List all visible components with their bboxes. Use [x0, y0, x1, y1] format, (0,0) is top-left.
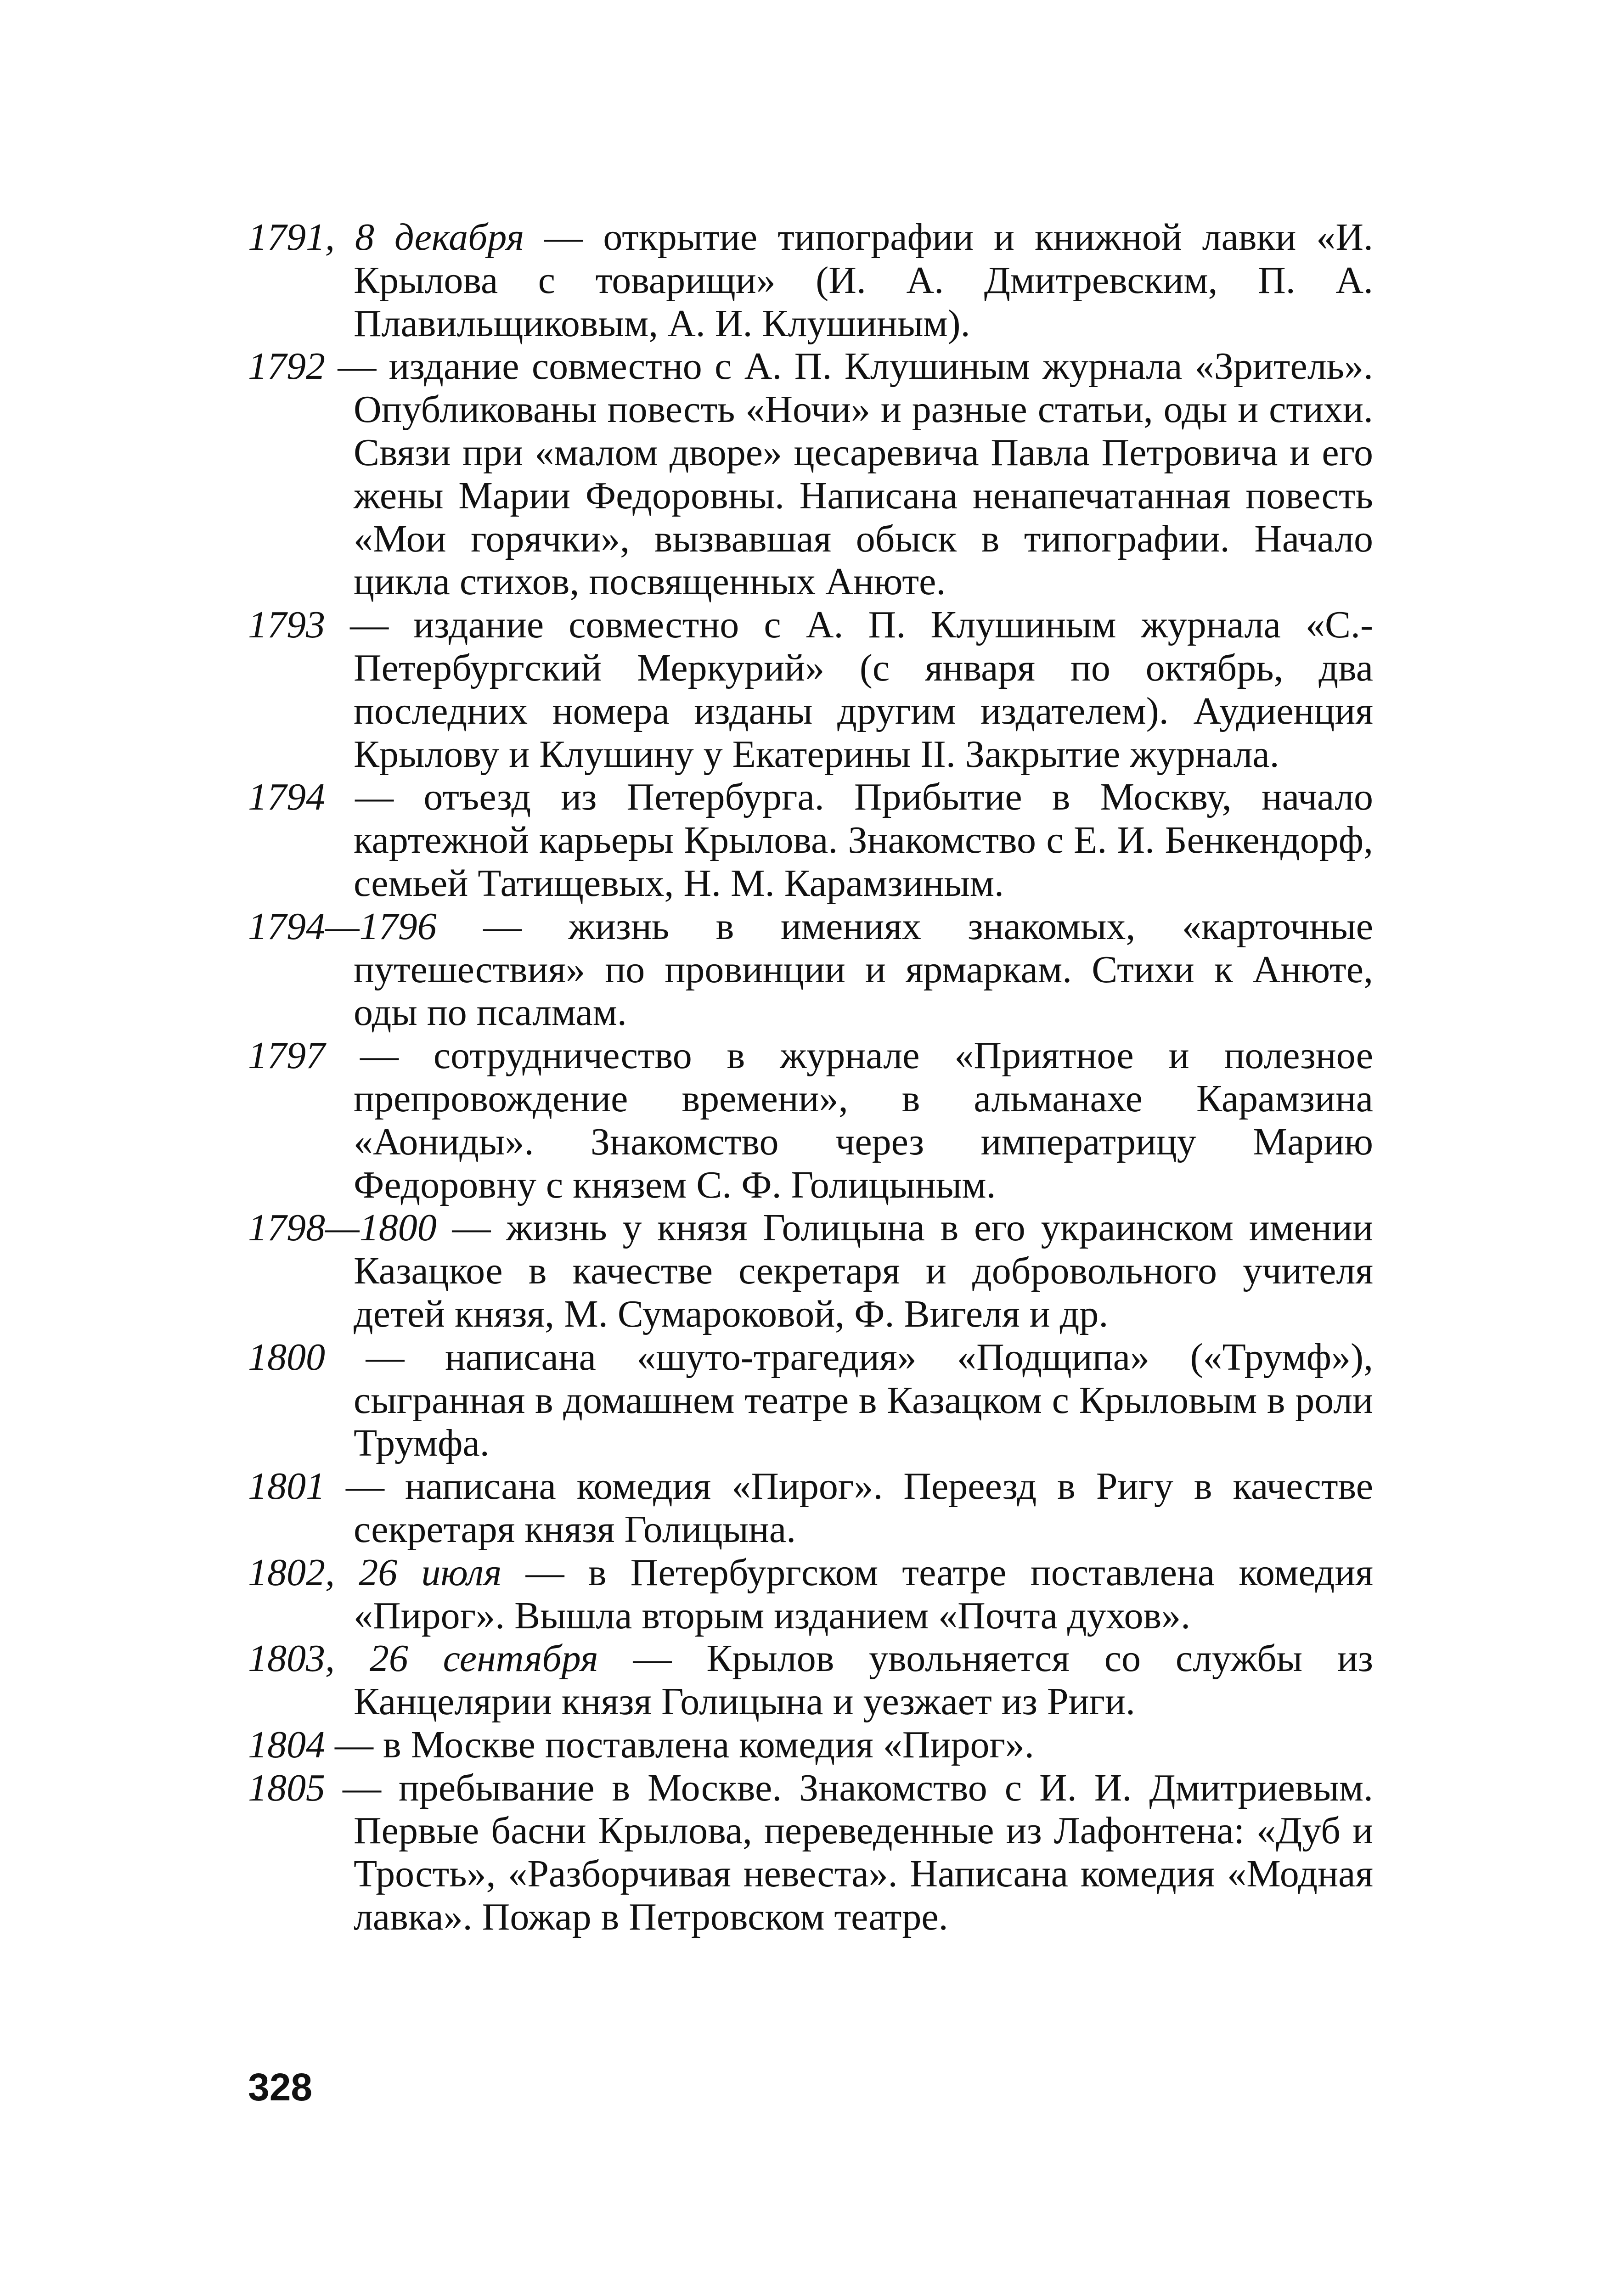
entry-text: — отъезд из Петербурга. Прибытие в Москву, начало картежной карьеры Крылова. Знакомство с Е. И. Бенкендорф, семьей Татищевых, Н. М. Карамзиным.	[325, 776, 1373, 905]
entry-date: 1794	[248, 776, 325, 819]
chronology-entry	[248, 905, 1373, 1034]
chronology-entry	[248, 216, 1373, 345]
page-number: 328	[248, 2065, 313, 2109]
entry-date: 1804	[248, 1723, 325, 1766]
chronology-entry	[248, 1336, 1373, 1465]
chronology-list	[248, 216, 1373, 1939]
chronology-entry	[248, 1637, 1373, 1723]
entry-date: 1797	[248, 1034, 325, 1077]
entry-text: — издание совместно с А. П. Клушиным журнала «С.-Петербургский Меркурий» (с января по октябрь, два последних номера изданы другим издателем). Аудиенция Крылову и Клушину у Екатерины II. Закрытие журнала.	[325, 603, 1373, 776]
chronology-entry	[248, 1767, 1373, 1939]
entry-date: 1805	[248, 1766, 325, 1809]
entry-text: — в Москве поставлена комедия «Пирог».	[325, 1723, 1034, 1766]
entry-date: 1791, 8 декабря	[248, 216, 524, 259]
entry-text: — сотрудничество в журнале «Приятное и полезное препровождение времени», в альманахе Карамзина «Аониды». Знакомство через императрицу Марию Федоровну с князем С. Ф. Голицыным.	[325, 1034, 1373, 1206]
entry-text: — открытие типографии и книжной лавки «И. Крылова с товарищи» (И. А. Дмитревским, П. А. Плавильщиковым, А. И. Клушиным).	[354, 216, 1373, 345]
entry-text: — Крылов увольняется со службы из Канцелярии князя Голицына и уезжает из Риги.	[354, 1637, 1373, 1723]
chronology-entry	[248, 1551, 1373, 1638]
chronology-entry	[248, 776, 1373, 905]
entry-date: 1803, 26 сентября	[248, 1637, 598, 1680]
entry-date: 1798—1800	[248, 1206, 437, 1249]
entry-text: — написана комедия «Пирог». Переезд в Ригу в качестве секретаря князя Голицына.	[325, 1465, 1373, 1551]
entry-text: — жизнь в имениях знакомых, «карточные путешествия» по провинции и ярмаркам. Стихи к Анюте, оды по псалмам.	[354, 905, 1373, 1034]
entry-date: 1800	[248, 1335, 325, 1379]
entry-text: — пребывание в Москве. Знакомство с И. И. Дмитриевым. Первые басни Крылова, переведенные из Лафонтена: «Дуб и Трость», «Разборчивая невеста». Написана комедия «Модная лавка». Пожар в Петровском театре.	[325, 1766, 1373, 1939]
entry-date: 1801	[248, 1465, 325, 1508]
entry-date: 1794—1796	[248, 905, 437, 948]
chronology-entry	[248, 345, 1373, 603]
entry-text: — издание совместно с А. П. Клушиным журнала «Зритель». Опубликованы повесть «Ночи» и разные статьи, оды и стихи. Связи при «малом дворе» цесаревича Павла Петровича и его жены Марии Федоровны. Написана ненапечатанная повесть «Мои горячки», вызвавшая обыск в типографии. Начало цикла стихов, посвященных Анюте.	[325, 345, 1373, 603]
entry-date: 1793	[248, 603, 325, 647]
entry-text: — написана «шуто-трагедия» «Подщипа» («Трумф»), сыгранная в домашнем театре в Казацком с Крыловым в роли Трумфа.	[325, 1335, 1373, 1465]
chronology-entry	[248, 603, 1373, 776]
chronology-entry	[248, 1465, 1373, 1551]
chronology-entry	[248, 1723, 1373, 1767]
entry-date: 1792	[248, 345, 325, 388]
chronology-entry	[248, 1034, 1373, 1206]
entry-text: — в Петербургском театре поставлена комедия «Пирог». Вышла вторым изданием «Почта духов».	[354, 1551, 1373, 1637]
entry-text: — жизнь у князя Голицына в его украинском имении Казацкое в качестве секретаря и добровольного учителя детей князя, М. Сумароковой, Ф. Вигеля и др.	[354, 1206, 1373, 1335]
entry-date: 1802, 26 июля	[248, 1551, 502, 1594]
chronology-entry	[248, 1206, 1373, 1335]
